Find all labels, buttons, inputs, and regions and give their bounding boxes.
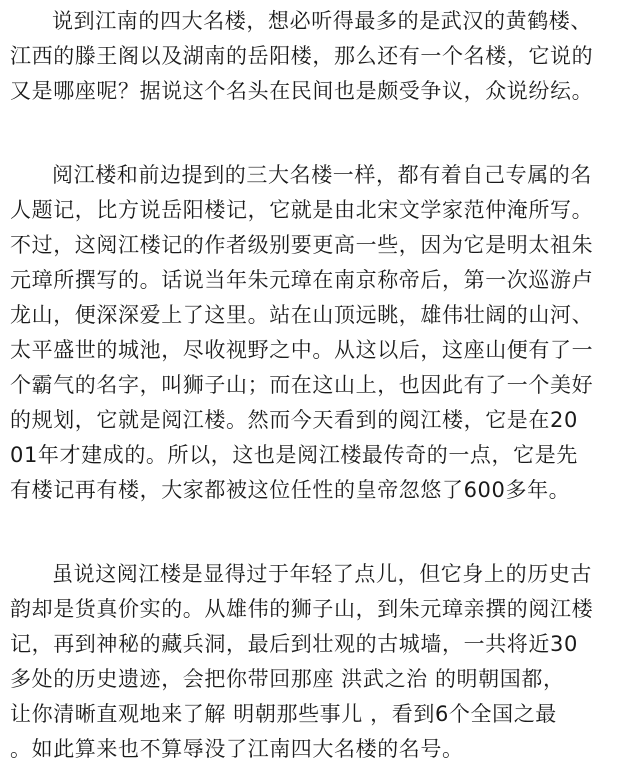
paragraph-3-line-1: 虽说这阅江楼是显得过于年轻了点儿，但它身上的历史古 xyxy=(52,562,592,586)
paragraph-2-line-5: 龙山，便深深爱上了这里。站在山顶远眺，雄伟壮阔的山河、 xyxy=(10,303,594,327)
paragraph-2-line-8: 的规划，它就是阅江楼。然而今天看到的阅江楼，它是在20 xyxy=(10,408,578,432)
paragraph-2-line-10: 有楼记再有楼，大家都被这位任性的皇帝忽悠了600多年。 xyxy=(10,478,571,502)
paragraph-2-line-7: 个霸气的名字，叫狮子山；而在这山上，也因此有了一个美好 xyxy=(10,373,594,397)
paragraph-3-line-4: 多处的历史遗迹，会把你带回那座 洪武之治 的明朝国都， xyxy=(10,667,565,691)
paragraph-2-line-2: 人题记，比方说岳阳楼记，它就是由北宋文学家范仲淹所写。 xyxy=(10,198,594,222)
paragraph-3-line-2: 韵却是货真价实的。从雄伟的狮子山，到朱元璋亲撰的阅江楼 xyxy=(10,597,594,621)
paragraph-3-line-6: 。如此算来也不算辱没了江南四大名楼的名号。 xyxy=(10,737,464,761)
paragraph-3-line-3: 记，再到神秘的藏兵洞，最后到壮观的古城墙，一共将近30 xyxy=(10,632,578,656)
paragraph-2-line-9: 01年才建成的。所以，这也是阅江楼最传奇的一点，它是先 xyxy=(10,443,578,467)
paragraph-2-line-4: 元璋所撰写的。话说当年朱元璋在南京称帝后，第一次巡游卢 xyxy=(10,268,594,292)
paragraph-3-line-5: 让你清晰直观地来了解 明朝那些事儿 ，看到6个全国之最 xyxy=(10,702,557,726)
paragraph-1-line-2: 江西的滕王阁以及湖南的岳阳楼，那么还有一个名楼，它说的 xyxy=(10,44,594,68)
paragraph-2-line-1: 阅江楼和前边提到的三大名楼一样，都有着自己专属的名 xyxy=(52,163,592,187)
paragraph-2-line-6: 太平盛世的城池，尽收视野之中。从这以后，这座山便有了一 xyxy=(10,338,594,362)
paragraph-2-line-3: 不过，这阅江楼记的作者级别要更高一些，因为它是明太祖朱 xyxy=(10,233,594,257)
paragraph-1-line-1: 说到江南的四大名楼，想必听得最多的是武汉的黄鹤楼、 xyxy=(52,9,592,33)
paragraph-1-line-3: 又是哪座呢？据说这个名头在民间也是颇受争议，众说纷纭。 xyxy=(10,79,594,103)
